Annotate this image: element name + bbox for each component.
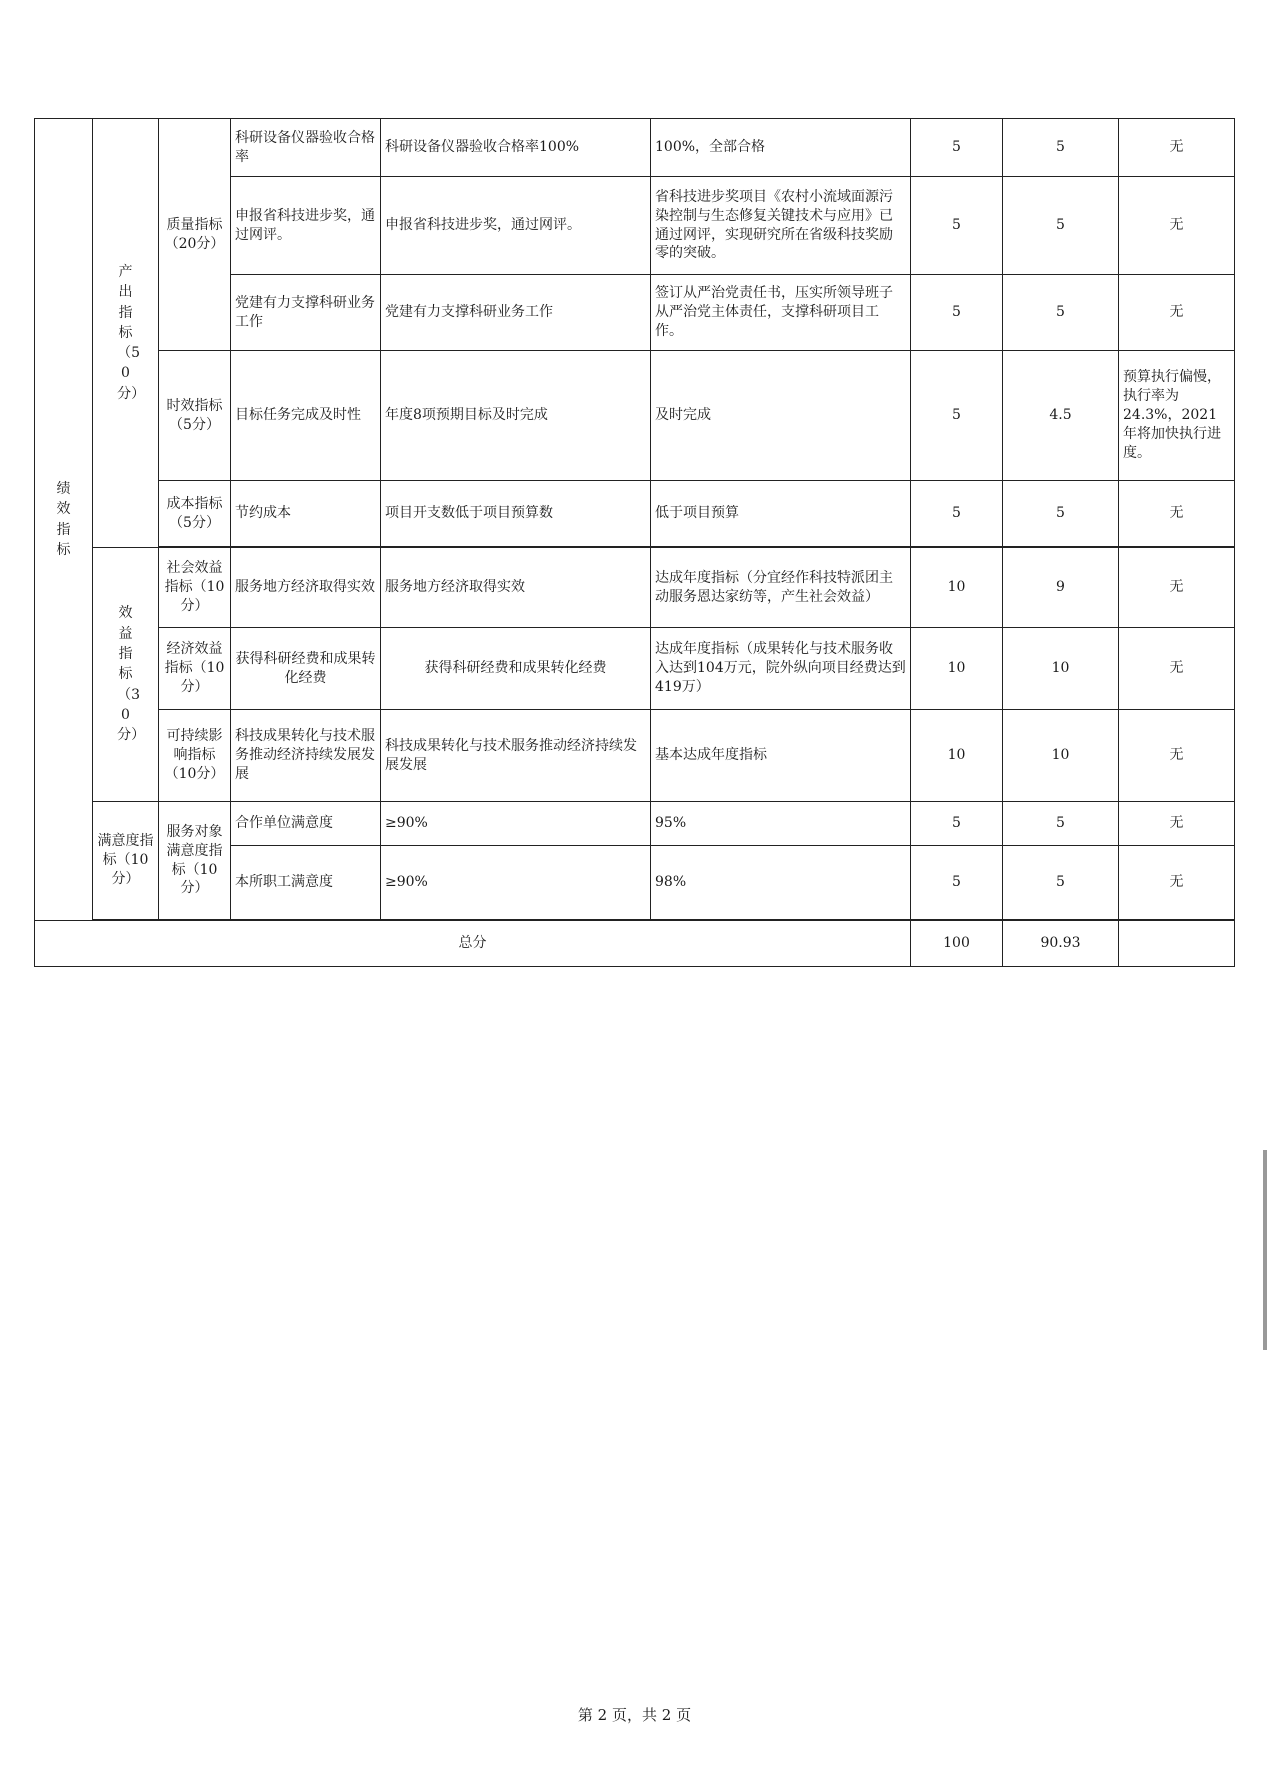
level1-cell bbox=[35, 119, 93, 921]
weight-cell: 5 bbox=[911, 351, 1003, 481]
target-cell: ≥90% bbox=[381, 846, 651, 920]
score-cell: 4.5 bbox=[1003, 351, 1119, 481]
actual-cell: 及时完成 bbox=[651, 351, 911, 481]
indicator-cell: 合作单位满意度 bbox=[231, 802, 381, 846]
weight-cell: 10 bbox=[911, 710, 1003, 802]
table-row bbox=[35, 802, 1235, 846]
table-row bbox=[35, 119, 1235, 177]
target-cell: 服务地方经济取得实效 bbox=[381, 548, 651, 628]
indicator-cell: 科研设备仪器验收合格率 bbox=[231, 119, 381, 177]
actual-cell: 98% bbox=[651, 846, 911, 920]
indicator-cell: 本所职工满意度 bbox=[231, 846, 381, 920]
benefit-cell bbox=[93, 548, 159, 802]
satisfaction-label: 满意度指标（10分） bbox=[93, 802, 159, 920]
actual-cell: 低于项目预算 bbox=[651, 481, 911, 547]
satisfaction-sub-label: 服务对象满意度指标（10分） bbox=[159, 802, 231, 920]
indicator-cell: 服务地方经济取得实效 bbox=[231, 548, 381, 628]
output-cell bbox=[93, 119, 159, 548]
actual-cell: 省科技进步奖项目《农村小流域面源污染控制与生态修复关键技术与应用》已通过网评，实现研究所在省级科技奖励零的突破。 bbox=[651, 177, 911, 275]
scan-edge-mark bbox=[1263, 1150, 1267, 1350]
total-note bbox=[1119, 921, 1235, 967]
note-cell: 无 bbox=[1119, 628, 1235, 710]
actual-cell: 达成年度指标（成果转化与技术服务收入达到104万元，院外纵向项目经费达到419万） bbox=[651, 628, 911, 710]
actual-cell: 达成年度指标（分宜经作科技特派团主动服务恩达家纺等，产生社会效益） bbox=[651, 548, 911, 628]
score-cell: 5 bbox=[1003, 119, 1119, 177]
actual-cell: 签订从严治党责任书，压实所领导班子从严治党主体责任，支撑科研项目工作。 bbox=[651, 275, 911, 351]
note-cell: 预算执行偏慢，执行率为24.3%，2021年将加快执行进度。 bbox=[1119, 351, 1235, 481]
target-cell: 获得科研经费和成果转化经费 bbox=[381, 628, 651, 710]
output-label: 产出指标（50分） bbox=[117, 263, 146, 402]
cost-label: 成本指标（5分） bbox=[159, 481, 231, 547]
total-weight: 100 bbox=[911, 921, 1003, 967]
quality-label: 质量指标（20分） bbox=[159, 119, 231, 351]
indicator-cell: 科技成果转化与技术服务推动经济持续发展发展 bbox=[231, 710, 381, 802]
weight-cell: 5 bbox=[911, 846, 1003, 920]
target-cell: ≥90% bbox=[381, 802, 651, 846]
page-footer: 第 2 页，共 2 页 bbox=[577, 1706, 692, 1724]
weight-cell: 10 bbox=[911, 548, 1003, 628]
target-cell: 项目开支数低于项目预算数 bbox=[381, 481, 651, 547]
score-cell: 5 bbox=[1003, 846, 1119, 920]
weight-cell: 5 bbox=[911, 802, 1003, 846]
note-cell: 无 bbox=[1119, 548, 1235, 628]
timeliness-label: 时效指标（5分） bbox=[159, 351, 231, 481]
indicator-cell: 申报省科技进步奖，通过网评。 bbox=[231, 177, 381, 275]
note-cell: 无 bbox=[1119, 275, 1235, 351]
weight-cell: 5 bbox=[911, 275, 1003, 351]
weight-cell: 5 bbox=[911, 481, 1003, 547]
total-row bbox=[35, 921, 1235, 967]
score-cell: 5 bbox=[1003, 802, 1119, 846]
target-cell: 党建有力支撑科研业务工作 bbox=[381, 275, 651, 351]
weight-cell: 5 bbox=[911, 119, 1003, 177]
indicator-cell: 党建有力支撑科研业务工作 bbox=[231, 275, 381, 351]
weight-cell: 10 bbox=[911, 628, 1003, 710]
level1-label: 绩效指标 bbox=[56, 480, 71, 558]
performance-table bbox=[34, 118, 1235, 967]
target-cell: 科研设备仪器验收合格率100% bbox=[381, 119, 651, 177]
score-cell: 5 bbox=[1003, 275, 1119, 351]
note-cell: 无 bbox=[1119, 177, 1235, 275]
actual-cell: 基本达成年度指标 bbox=[651, 710, 911, 802]
score-cell: 9 bbox=[1003, 548, 1119, 628]
weight-cell: 5 bbox=[911, 177, 1003, 275]
social-label: 社会效益指标（10分） bbox=[159, 548, 231, 628]
total-label: 总分 bbox=[35, 921, 911, 967]
table-row bbox=[35, 548, 1235, 628]
table-row bbox=[35, 351, 1235, 481]
table-row bbox=[35, 628, 1235, 710]
note-cell: 无 bbox=[1119, 481, 1235, 547]
indicator-cell: 节约成本 bbox=[231, 481, 381, 547]
score-cell: 10 bbox=[1003, 628, 1119, 710]
note-cell: 无 bbox=[1119, 710, 1235, 802]
indicator-cell: 目标任务完成及时性 bbox=[231, 351, 381, 481]
score-cell: 10 bbox=[1003, 710, 1119, 802]
note-cell: 无 bbox=[1119, 846, 1235, 920]
target-cell: 科技成果转化与技术服务推动经济持续发展发展 bbox=[381, 710, 651, 802]
note-cell: 无 bbox=[1119, 802, 1235, 846]
target-cell: 年度8项预期目标及时完成 bbox=[381, 351, 651, 481]
score-cell: 5 bbox=[1003, 481, 1119, 547]
economic-label: 经济效益指标（10分） bbox=[159, 628, 231, 710]
note-cell: 无 bbox=[1119, 119, 1235, 177]
benefit-label: 效益指标（30分） bbox=[117, 605, 146, 744]
score-cell: 5 bbox=[1003, 177, 1119, 275]
actual-cell: 95% bbox=[651, 802, 911, 846]
sustain-label: 可持续影响指标（10分） bbox=[159, 710, 231, 802]
indicator-cell: 获得科研经费和成果转化经费 bbox=[231, 628, 381, 710]
table-row bbox=[35, 710, 1235, 802]
target-cell: 申报省科技进步奖，通过网评。 bbox=[381, 177, 651, 275]
actual-cell: 100%，全部合格 bbox=[651, 119, 911, 177]
total-score: 90.93 bbox=[1003, 921, 1119, 967]
table-row bbox=[35, 481, 1235, 547]
